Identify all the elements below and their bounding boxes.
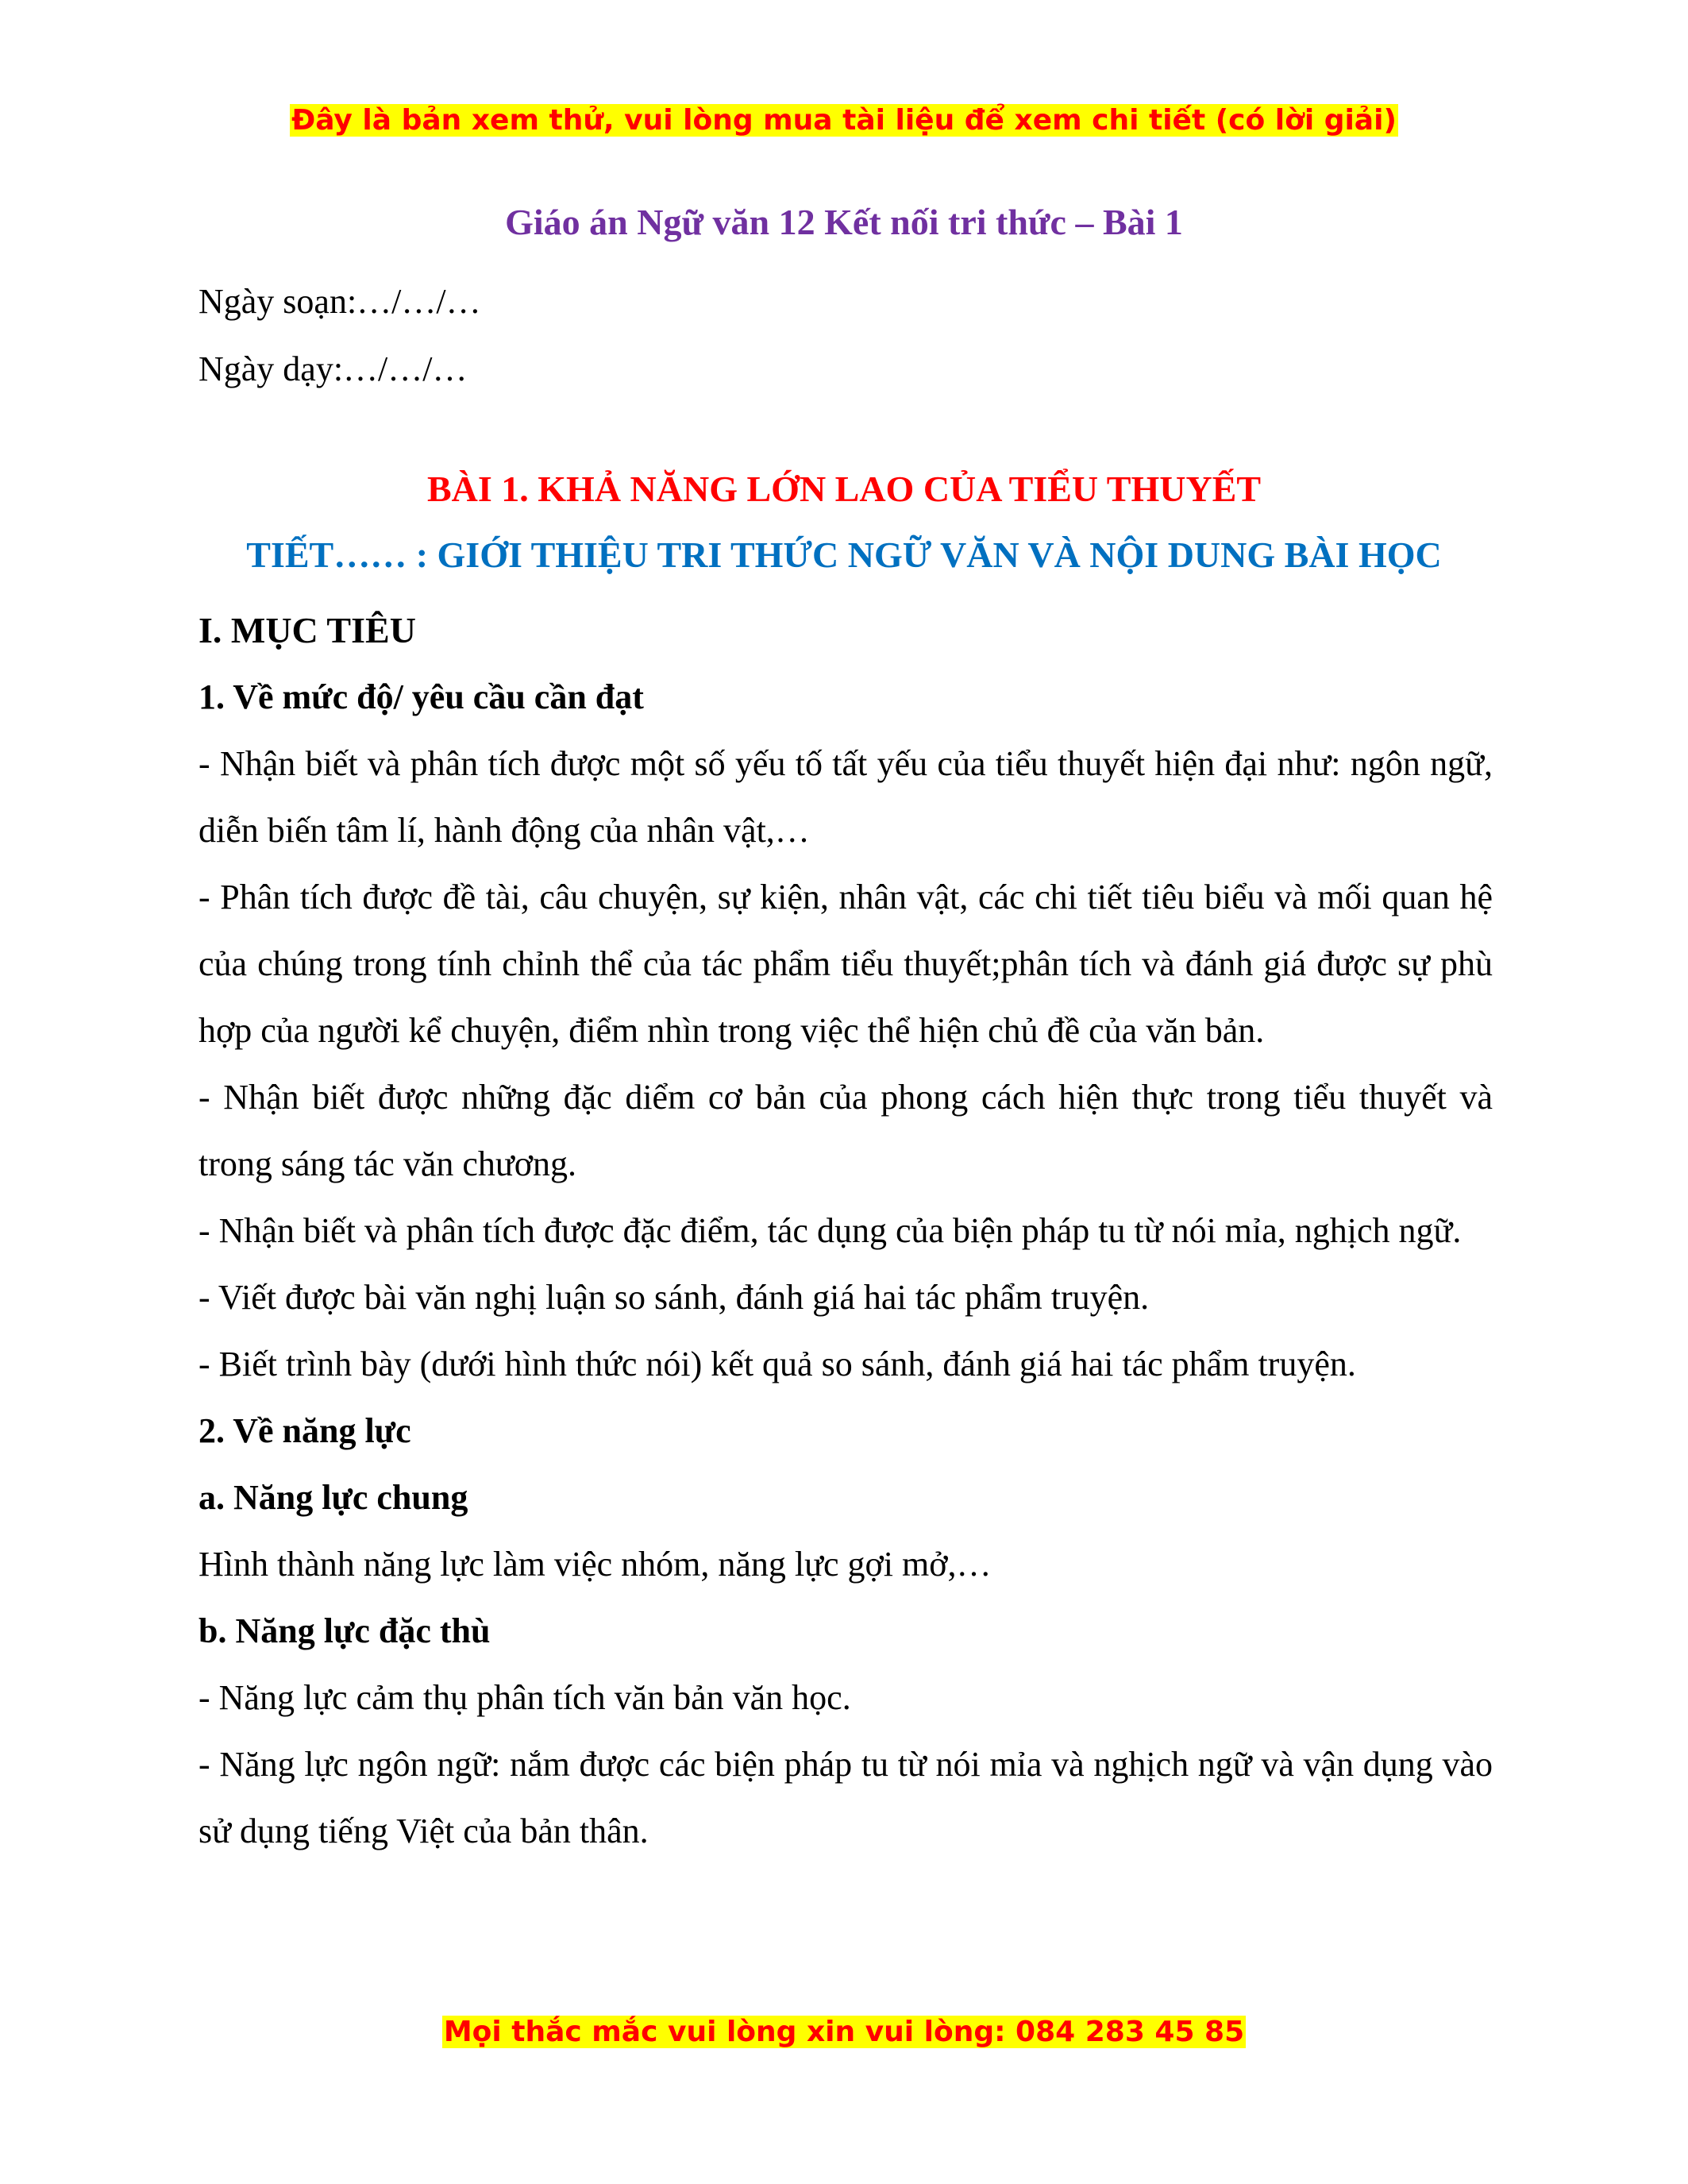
date-prepared: Ngày soạn:…/…/…	[198, 282, 481, 321]
period-title: TIẾT…… : GIỚI THIỆU TRI THỨC NGỮ VĂN VÀ NỘI DUNG BÀI HỌC	[246, 534, 1442, 575]
specific-competence-item: - Năng lực cảm thụ phân tích văn bản văn học.	[198, 1678, 851, 1717]
subsection-heading-competence: 2. Về năng lực	[198, 1411, 411, 1450]
date-taught: Ngày dạy:…/…/…	[198, 349, 468, 388]
preview-notice	[0, 102, 1688, 140]
section-heading-objectives: I. MỤC TIÊU	[198, 610, 416, 650]
general-competence-text: Hình thành năng lực làm việc nhóm, năng lực gợi mở,…	[198, 1545, 992, 1584]
objective-item: - Nhận biết và phân tích được một số yếu tố tất yếu của tiểu thuyết hiện đại như: ngôn ngữ, diễn biến tâm lí, hành động của nhân vật,…	[198, 744, 1493, 850]
sub-heading-specific-competence: b. Năng lực đặc thù	[198, 1611, 491, 1650]
subsection-heading-requirements: 1. Về mức độ/ yêu cầu cần đạt	[198, 677, 644, 716]
objective-item: - Nhận biết và phân tích được đặc điểm, tác dụng của biện pháp tu từ nói mỉa, nghịch ngữ.	[198, 1211, 1462, 1250]
document-title: Giáo án Ngữ văn 12 Kết nối tri thức – Bài 1	[505, 202, 1183, 242]
objective-item: - Viết được bài văn nghị luận so sánh, đánh giá hai tác phẩm truyện.	[198, 1278, 1150, 1317]
preview-notice-text: Đây là bản xem thử, vui lòng mua tài liệu để xem chi tiết (có lời giải)	[291, 104, 1397, 137]
lesson-title: BÀI 1. KHẢ NĂNG LỚN LAO CỦA TIỂU THUYẾT	[426, 469, 1262, 509]
specific-competence-item: - Năng lực ngôn ngữ: nắm được các biện pháp tu từ nói mỉa và nghịch ngữ và vận dụng vào sử dụng tiếng Việt của bản thân.	[198, 1745, 1493, 1850]
sub-heading-general-competence: a. Năng lực chung	[198, 1478, 468, 1517]
objective-item: - Phân tích được đề tài, câu chuyện, sự kiện, nhân vật, các chi tiết tiêu biểu và mối quan hệ của chúng trong tính chỉnh thể của tác phẩm tiểu thuyết;phân tích và đánh giá được sự phù hợp của người kể chuyện, điểm nhìn trong việc thể hiện chủ đề của văn bản.	[198, 878, 1493, 1050]
document-body	[198, 597, 1493, 1865]
objective-item: - Nhận biết được những đặc diểm cơ bản của phong cách hiện thực trong tiểu thuyết và trong sáng tác văn chương.	[198, 1078, 1493, 1183]
contact-notice-text: Mọi thắc mắc vui lòng xin vui lòng: 084 283 45 85	[443, 2016, 1245, 2048]
contact-notice	[0, 2013, 1688, 2051]
objective-item: - Biết trình bày (dưới hình thức nói) kết quả so sánh, đánh giá hai tác phẩm truyện.	[198, 1345, 1356, 1383]
